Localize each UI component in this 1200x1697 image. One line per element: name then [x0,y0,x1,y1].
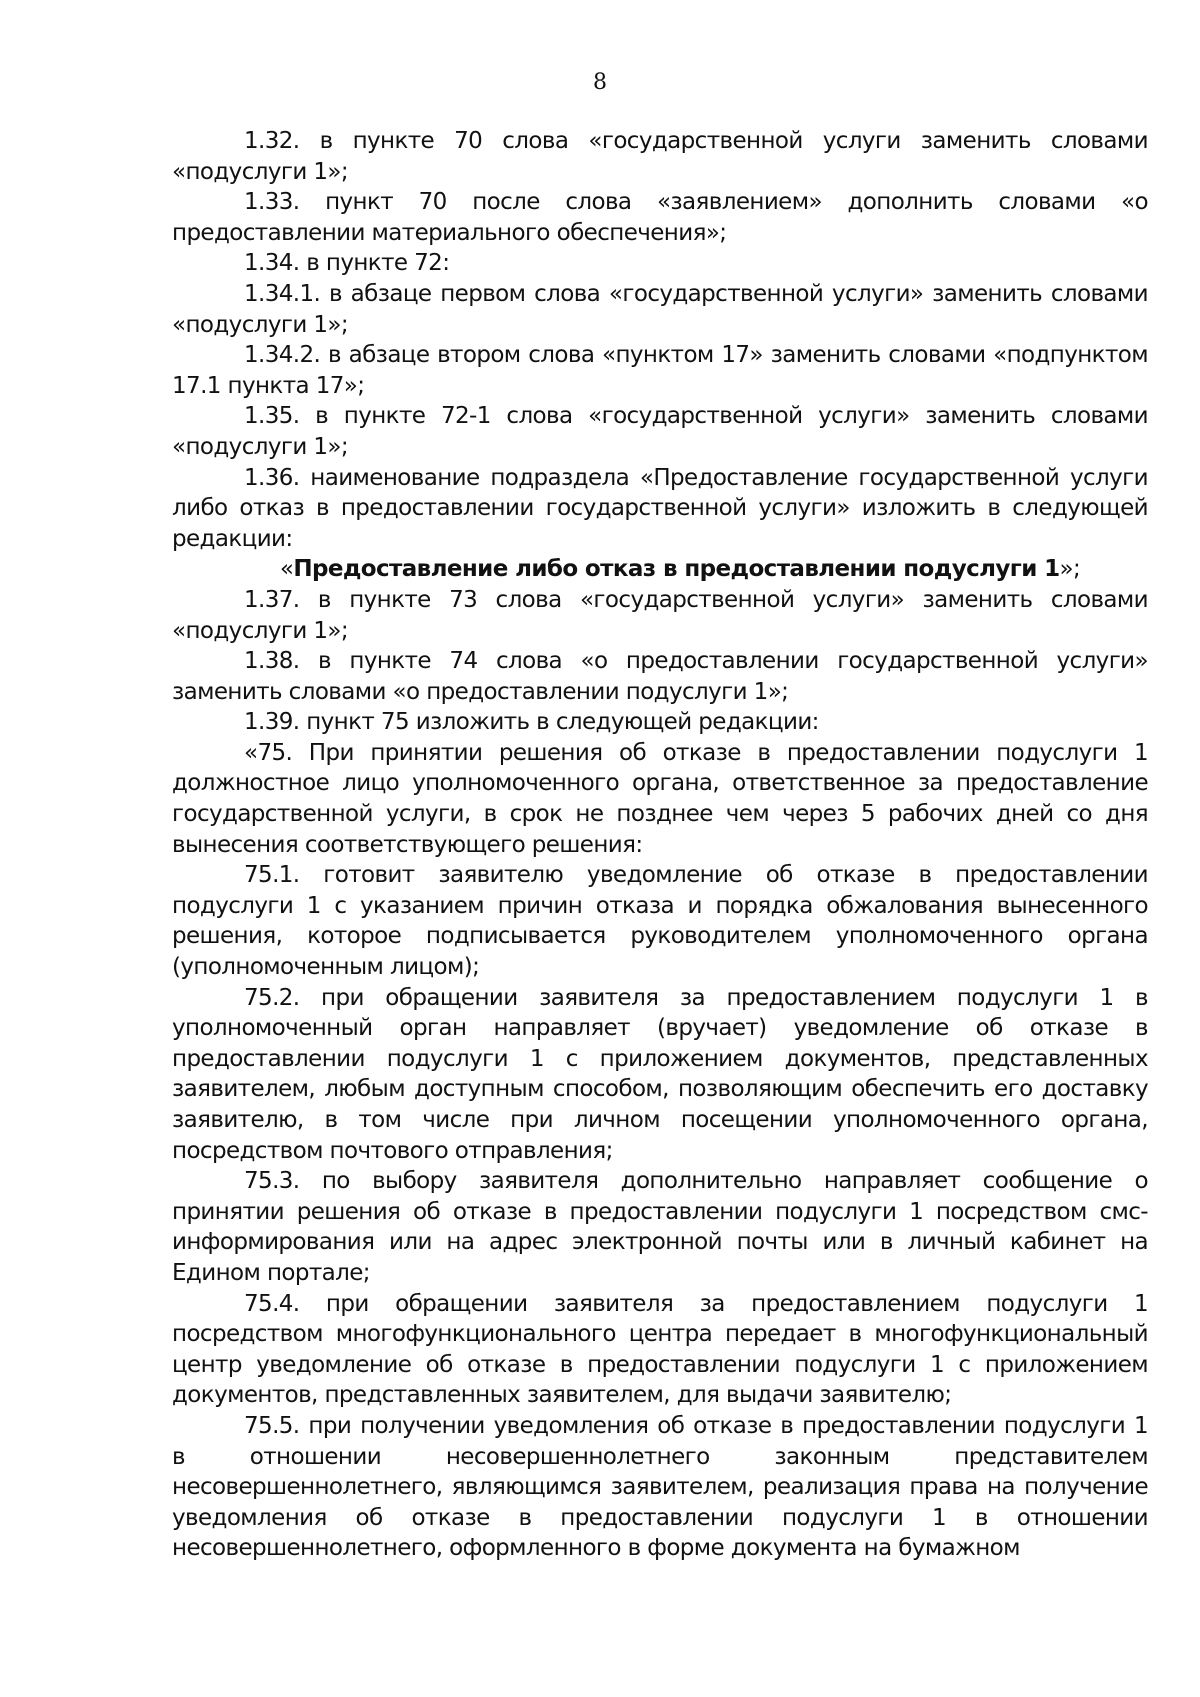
paragraph-1-36: 1.36. наименование подраздела «Предоставление государственной услуги либо отказ в предоставлении государственной услуги» изложить в следующей редакции: [172,464,1148,552]
paragraph-75-4: 75.4. при обращении заявителя за предоставлением подуслуги 1 посредством многофункционального центра передает в многофункциональный центр уведомление об отказе в предоставлении подуслуги 1 с приложением документов, представленных заявителем, для выдачи заявителю; [172,1290,1148,1409]
paragraph-1-34: 1.34. в пункте 72: [244,250,450,277]
heading-close: »; [1059,556,1081,583]
paragraph-75-2: 75.2. при обращении заявителя за предоставлением подуслуги 1 в уполномоченный орган направляет (вручает) уведомление об отказе в предоставлении подуслуги 1 с приложением документов, представленных заявителем, любым доступным способом, позволяющим обеспечить его доставку заявителю, в том числе при личном посещении уполномоченного органа, посредством почтового отправления; [172,984,1148,1164]
paragraph-1-33: 1.33. пункт 70 после слова «заявлением» дополнить словами «о предоставлении материального обеспечения»; [172,189,1148,246]
subsection-heading [172,554,1148,585]
paragraph-75: «75. При принятии решения об отказе в предоставлении подуслуги 1 должностное лицо уполномоченного органа, ответственное за предоставление государственной услуги, в срок не позднее чем через 5 рабочих дней со дня вынесения соответствующего решения: [172,739,1148,858]
heading-open-quote: « [279,556,294,583]
paragraph-75-5: 75.5. при получении уведомления об отказе в предоставлении подуслуги 1 в отношении несовершеннолетнего законным представителем несовершеннолетнего, являющимся заявителем, реализация права на получение уведомления об отказе в предоставлении подуслуги 1 в отношении несовершеннолетнего, оформленного в форме документа на бумажном [172,1412,1148,1562]
document-body [172,126,1148,1564]
paragraph-1-34-2: 1.34.2. в абзаце втором слова «пунктом 17» заменить словами «подпунктом 17.1 пункта 17»; [172,342,1148,399]
paragraph-1-37: 1.37. в пункте 73 слова «государственной услуги» заменить словами «подуслуги 1»; [172,586,1148,644]
paragraph-1-38: 1.38. в пункте 74 слова «о предоставлении государственной услуги» заменить словами «о предоставлении подуслуги 1»; [172,648,1148,705]
paragraph-1-39: 1.39. пункт 75 изложить в следующей редакции: [244,709,819,736]
paragraph-1-34-1: 1.34.1. в абзаце первом слова «государственной услуги» заменить словами «подуслуги 1»; [172,280,1148,338]
page-number: 8 [593,70,607,95]
paragraph-1-35: 1.35. в пункте 72-1 слова «государственной услуги» заменить словами «подуслуги 1»; [172,403,1148,460]
paragraph-1-32: 1.32. в пункте 70 слова «государственной услуги заменить словами «подуслуги 1»; [172,128,1148,185]
paragraph-75-3: 75.3. по выбору заявителя дополнительно направляет сообщение о принятии решения об отказе в предоставлении подуслуги 1 посредством смс-информирования или на адрес электронной почты или в личный кабинет на Едином портале; [172,1168,1148,1286]
heading-bold-text: Предоставление либо отказ в предоставлении подуслуги 1 [293,556,1060,583]
paragraph-75-1: 75.1. готовит заявителю уведомление об отказе в предоставлении подуслуги 1 с указанием причин отказа и порядка обжалования вынесенного решения, которое подписывается руководителем уполномоченного органа (уполномоченным лицом); [172,862,1148,981]
